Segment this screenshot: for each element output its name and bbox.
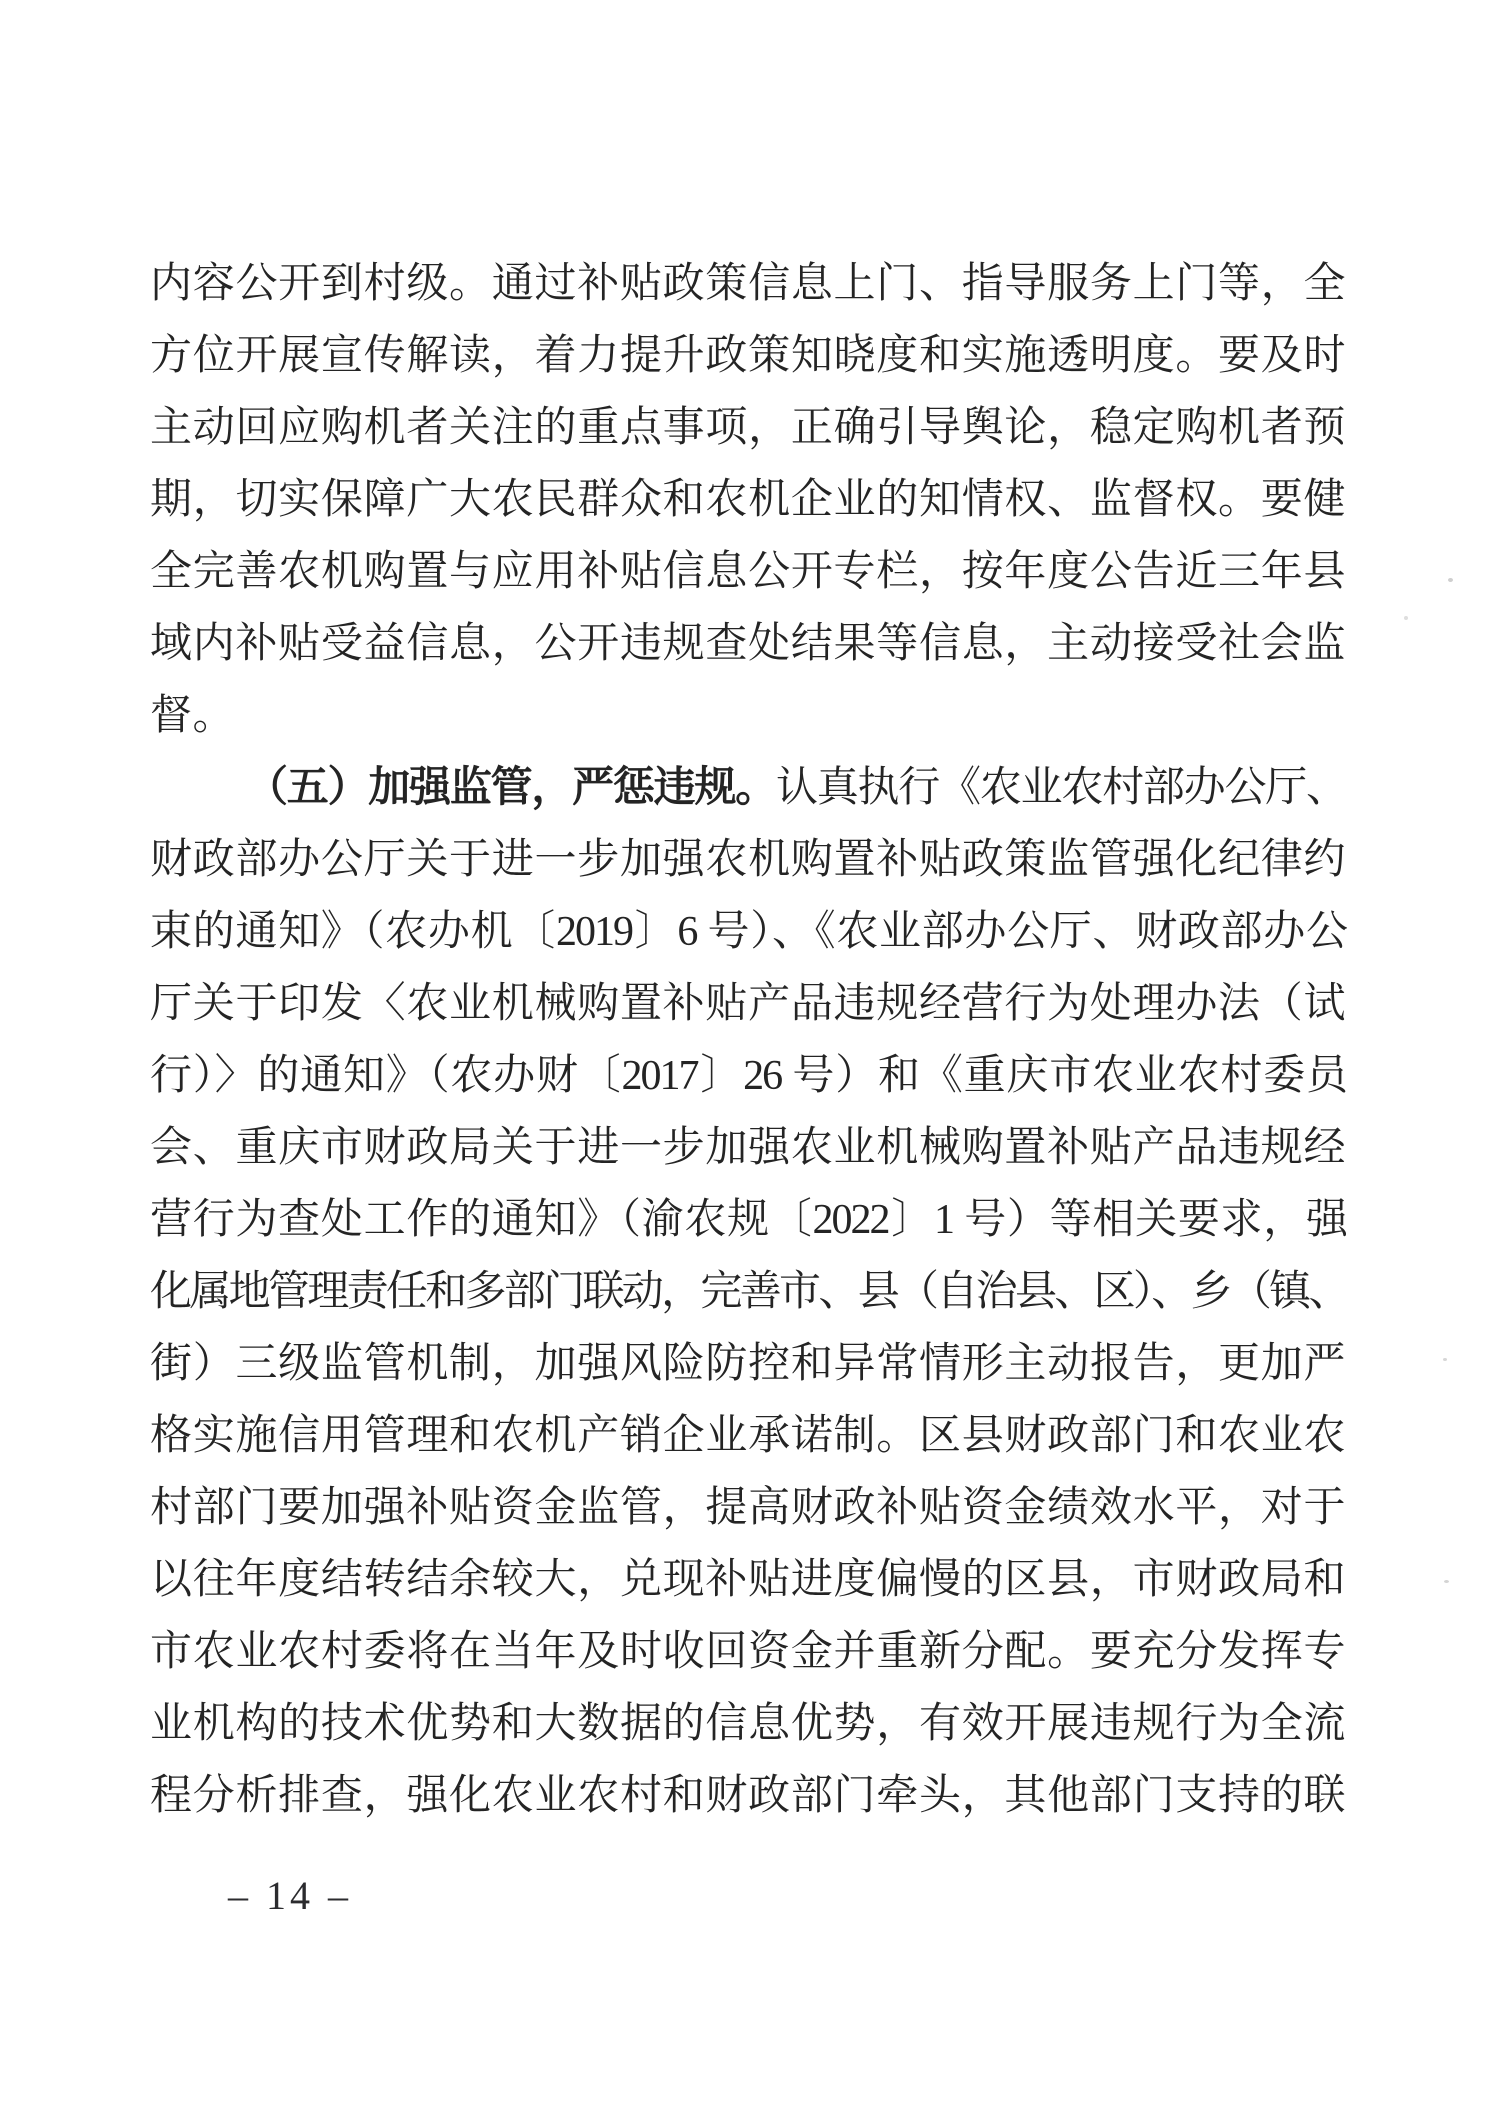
text-line: 会、重庆市财政局关于进一步加强农业机械购置补贴产品违规经 <box>150 1125 1346 1171</box>
scan-artifact <box>1444 1580 1449 1583</box>
paragraph-lead-line <box>150 752 1346 824</box>
text-line: 全完善农机购置与应用补贴信息公开专栏，按年度公告近三年县 <box>150 549 1346 595</box>
text-line: 行）〉的通知》（农办财〔2017〕26 号）和《重庆市农业农村委员 <box>150 1053 1346 1099</box>
text-line: 业机构的技术优势和大数据的信息优势，有效开展违规行为全流 <box>150 1701 1346 1747</box>
text-line: 市农业农村委将在当年及时收回资金并重新分配。要充分发挥专 <box>150 1629 1346 1675</box>
text-line: 域内补贴受益信息，公开违规查处结果等信息，主动接受社会监 <box>150 621 1346 667</box>
text-line: 以往年度结转结余较大，兑现补贴进度偏慢的区县，市财政局和 <box>150 1557 1346 1603</box>
scan-artifact <box>1404 616 1408 620</box>
text-line: 街）三级监管机制，加强风险防控和异常情形主动报告，更加严 <box>150 1341 1346 1387</box>
text-line: 厅关于印发〈农业机械购置补贴产品违规经营行为处理办法（试 <box>150 981 1346 1027</box>
text-line: 内容公开到村级。通过补贴政策信息上门、指导服务上门等，全 <box>150 261 1346 307</box>
text-line: 程分析排查，强化农业农村和财政部门牵头，其他部门支持的联 <box>150 1773 1346 1819</box>
text-line: 方位开展宣传解读，着力提升政策知晓度和实施透明度。要及时 <box>150 333 1346 379</box>
scan-artifact <box>1443 1358 1447 1361</box>
text-line: 格实施信用管理和农机产销企业承诺制。区县财政部门和农业农 <box>150 1413 1346 1459</box>
text-line: 化属地管理责任和多部门联动，完善市、县（自治县、区）、乡（镇、 <box>150 1269 1346 1315</box>
text-run: 认真执行《农业农村部办公厅、 <box>776 765 1346 811</box>
section-heading: （五）加强监管，严惩违规。 <box>246 765 776 811</box>
document-body <box>150 248 1346 1832</box>
page-number: – 14 – <box>228 1873 352 1918</box>
scan-artifact <box>1448 578 1453 582</box>
text-line: 村部门要加强补贴资金监管，提高财政补贴资金绩效水平，对于 <box>150 1485 1346 1531</box>
text-line: 营行为查处工作的通知》（渝农规〔2022〕1 号）等相关要求，强 <box>150 1197 1346 1243</box>
paragraph-end-line: 督。 <box>150 693 236 739</box>
text-line: 期，切实保障广大农民群众和农机企业的知情权、监督权。要健 <box>150 477 1346 523</box>
text-line: 束的通知》（农办机〔2019〕6 号）、《农业部办公厅、财政部办公 <box>150 909 1346 955</box>
text-line: 主动回应购机者关注的重点事项，正确引导舆论，稳定购机者预 <box>150 405 1346 451</box>
text-line: 财政部办公厅关于进一步加强农机购置补贴政策监管强化纪律约 <box>150 837 1346 883</box>
